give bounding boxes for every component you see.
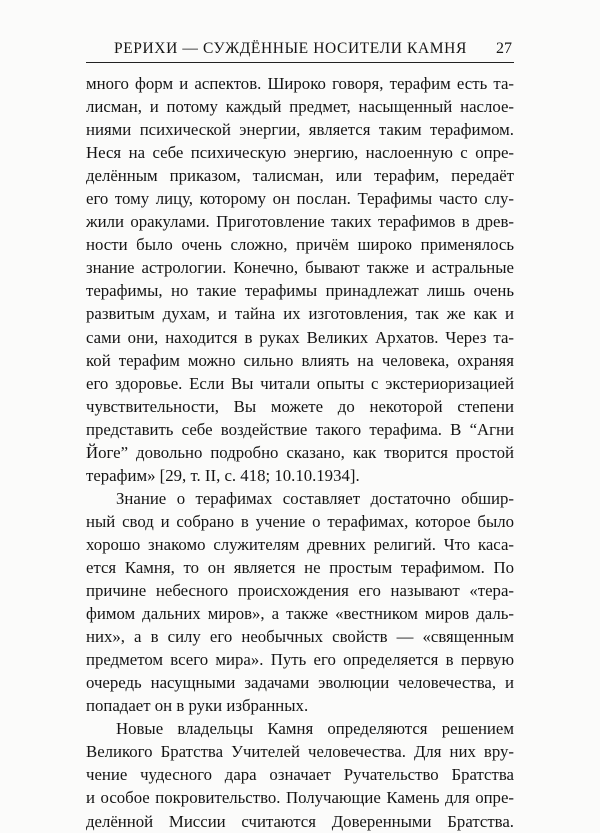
text-line: ется Камня, то он является не простым терафимом. По xyxy=(86,557,514,577)
text-line: ности было очень сложно, причём широко применялось xyxy=(86,235,514,255)
text-line: Неся на себе психическую энергию, наслоенную с опре- xyxy=(86,143,514,163)
text-line: ниями психической энергии, является таким терафимом. xyxy=(86,120,514,140)
text-line: жили оракулами. Приготовление таких терафимов в древ- xyxy=(86,212,514,232)
text-line: делённым приказом, талисман, или терафим, передаёт xyxy=(86,166,514,186)
text-line: терафим» [29, т. II, с. 418; 10.10.1934]. xyxy=(86,465,360,485)
text-line: много форм и аспектов. Широко говоря, терафим есть та- xyxy=(86,74,514,93)
page-number: 27 xyxy=(496,40,512,57)
text-line: ный свод и собрано в учение о терафимах, которое было xyxy=(86,511,514,531)
text-line: хорошо знакомо служителям древних религий. Что каса- xyxy=(86,534,514,554)
text-line: попадает он в руки избранных. xyxy=(86,696,309,716)
text-line: развитым духам, и тайна их изготовления, так же как и xyxy=(86,304,514,324)
text-line: его тому лицу, которому он послан. Терафимы часто слу- xyxy=(86,189,514,209)
text-line: причине небесного происхождения его называют «тера- xyxy=(86,581,514,601)
running-title: РЕРИХИ — СУЖДЁННЫЕ НОСИТЕЛИ КАМНЯ xyxy=(114,40,467,57)
paragraph-first-line: Новые владельцы Камня определяются решением xyxy=(116,719,514,739)
text-line: лисман, и потому каждый предмет, насыщенный наслое- xyxy=(86,97,514,117)
text-line: Йоге” довольно подробно сказано, как творится простой xyxy=(86,442,514,462)
text-line: и особое покровительство. Получающие Камень для опре- xyxy=(86,788,514,808)
text-line: Великого Братства Учителей человечества. Для них вру- xyxy=(86,742,514,762)
text-line: терафимы, но такие терафимы принадлежат лишь очень xyxy=(86,281,514,301)
running-header xyxy=(86,38,514,63)
text-line: знание астрологии. Конечно, бывают также и астральные xyxy=(86,258,514,278)
text-line: них», а в силу его необычных свойств — «священным xyxy=(86,627,514,647)
text-line: чение чудесного дара означает Ручательство Братства xyxy=(86,765,514,785)
text-line: кой терафим можно сильно влиять на человека, охраняя xyxy=(86,350,514,370)
text-line: очередь насущными задачами эволюции человечества, и xyxy=(86,673,514,693)
text-line: представить себе воздействие такого терафима. В “Агни xyxy=(86,419,514,439)
body-text xyxy=(86,72,514,833)
text-line: предметом всего мира». Путь его определяется в первую xyxy=(86,650,514,670)
text-line: сами они, находится в руках Великих Архатов. Через та- xyxy=(86,327,514,347)
paragraph-first-line: Знание о терафимах составляет достаточно обшир- xyxy=(116,488,514,508)
text-line: его здоровье. Если Вы читали опыты с экстериоризацией xyxy=(86,373,514,393)
text-line: фимом дальних миров», а также «вестником миров даль- xyxy=(86,604,514,624)
text-line: чувствительности, Вы можете до некоторой степени xyxy=(86,396,514,416)
text-line: делённой Миссии считаются Доверенными Братства. xyxy=(86,811,514,831)
